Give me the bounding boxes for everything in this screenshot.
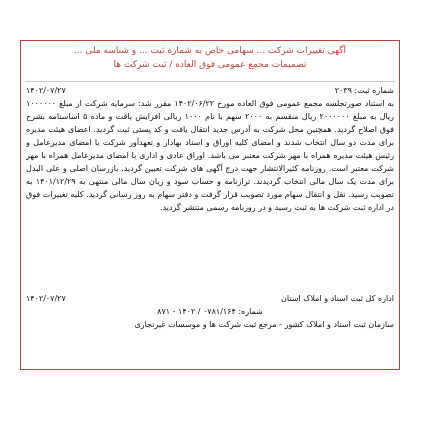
announcement-text: به استناد صورتجلسه مجمع عمومی فوق العاده مورخ ۱۴۰۲/۰۶/۲۲ مقرر شد: سرمایه شرکت از مبلغ ۱۰۰۰۰۰۰ ریال به مبلغ ۲۰۰۰۰۰۰ ریال منقسم به ۲۰۰۰ سهم با نام ۱۰۰۰ ریالی افزایش یافت و ماده ۵ اساسنامه بشرح فوق اصلاح گردید. همچنین محل شرکت به آدرس جدید انتقال یافت و کد پستی ثبت گردید. اعضای هیئت مدیره برای مدت دو سال انتخاب شدند و امضای کلیه اوراق و اسناد بهادار و تعهدآور شرکت با امضای مدیرعامل و رئیس هیئت مدیره همراه با مهر شرکت معتبر می باشد. اوراق عادی و اداری با امضای مدیرعامل همراه با مهر شرکت معتبر است. روزنامه کثیرالانتشار جهت درج آگهی های شرکت تعیین گردید. بازرسان اصلی و علی البدل برای مدت یک سال مالی انتخاب گردیدند. ترازنامه و حساب سود و زیان سال مالی منتهی به ۱۴۰۱/۱۲/۲۹ به تصویب رسید. نقل و انتقال سهام مورد تصویب قرار گرفت و دفتر سهام به روز رسانی گردید. کلیه تغییرات فوق در اداره ثبت شرکت ها به ثبت رسید و در روزنامه رسمی منتشر گردید. bbox=[26, 99, 394, 212]
signature-office: اداره کل ثبت اسناد و املاک استان bbox=[281, 294, 394, 303]
header-title-line: آگهی تغییرات شرکت ... سهامی خاص به شماره ثبت ... و شناسه ملی ... bbox=[73, 46, 347, 56]
announcement-header bbox=[25, 44, 395, 82]
announcement-box bbox=[20, 40, 400, 370]
meta-row bbox=[26, 84, 394, 97]
announcement-body bbox=[26, 84, 394, 365]
meta-date: ۱۴۰۲/۰۷/۲۷ bbox=[26, 86, 66, 95]
signature-date: ۱۴۰۲/۰۷/۲۷ bbox=[26, 294, 66, 303]
registration-number: شماره ثبت: ۲۰۳۹ bbox=[334, 86, 394, 95]
issuing-organization: سازمان ثبت اسناد و املاک کشور - مرجع ثبت شرکت ها و موسسات غیرتجاری bbox=[134, 320, 394, 329]
header-subtitle-line: تصمیمات مجمع عمومی فوق العاده / ثبت شرکت ها bbox=[113, 60, 307, 70]
signature-row bbox=[26, 292, 394, 305]
reference-code: شماره: ۰۷۸۱/۱۶۴ / ۱۴۰۲ - ۸۷۱ bbox=[157, 307, 263, 316]
